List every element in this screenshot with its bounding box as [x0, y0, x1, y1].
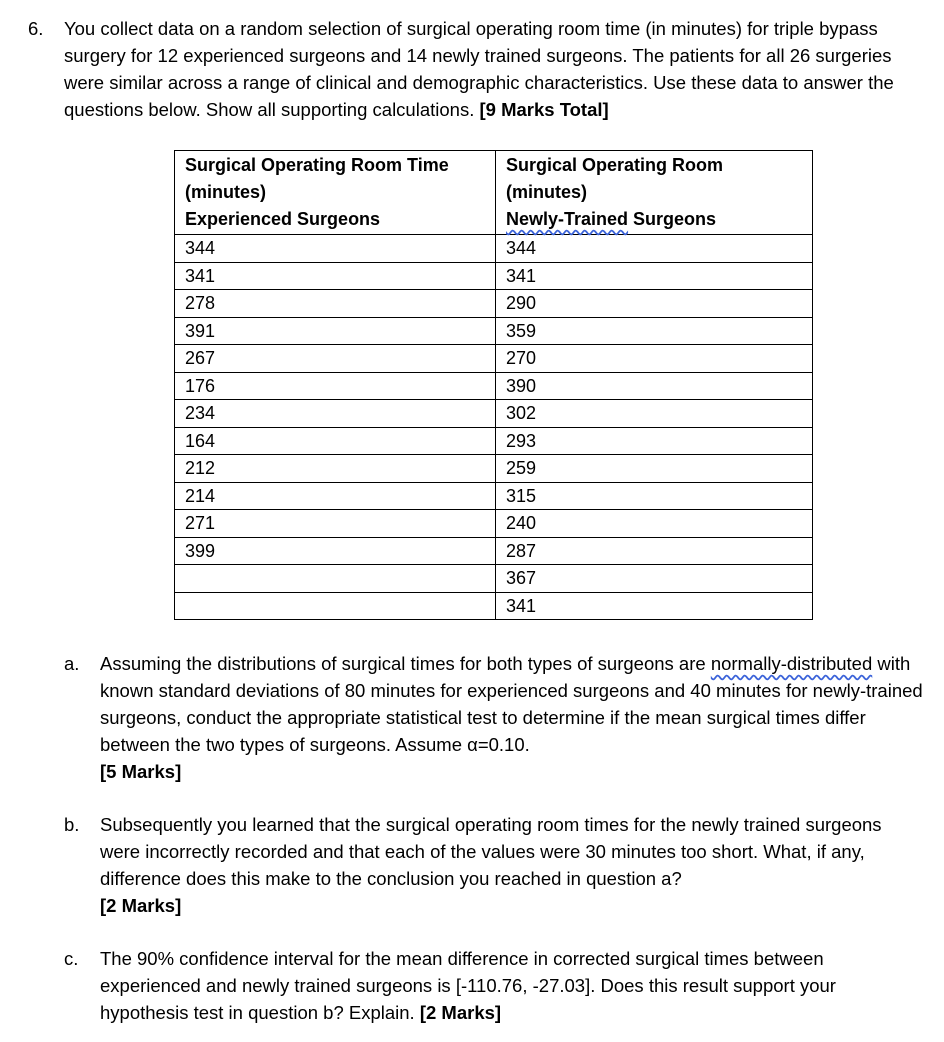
cell-experienced	[175, 565, 496, 593]
table-row	[175, 372, 813, 400]
cell-experienced: 164	[175, 427, 496, 455]
cell-experienced: 271	[175, 510, 496, 538]
cell-experienced: 234	[175, 400, 496, 428]
table-row	[175, 482, 813, 510]
cell-experienced: 214	[175, 482, 496, 510]
cell-newly-trained: 390	[496, 372, 813, 400]
part-b-letter: b.	[64, 814, 80, 835]
header-experienced-line2: (minutes)	[185, 182, 266, 202]
cell-newly-trained: 341	[496, 262, 813, 290]
table-row	[175, 262, 813, 290]
cell-newly-trained: 290	[496, 290, 813, 318]
cell-newly-trained: 287	[496, 537, 813, 565]
cell-experienced: 391	[175, 317, 496, 345]
table-row	[175, 317, 813, 345]
table-row	[175, 427, 813, 455]
header-newly-trained-suffix: Surgeons	[628, 209, 717, 229]
table-row	[175, 345, 813, 373]
header-newly-trained-line2: (minutes)	[506, 182, 587, 202]
header-newly-trained	[496, 151, 813, 235]
cell-experienced: 267	[175, 345, 496, 373]
part-a-marks: [5 Marks]	[100, 761, 182, 782]
part-a-letter: a.	[64, 653, 80, 674]
cell-experienced: 341	[175, 262, 496, 290]
table-row	[175, 290, 813, 318]
cell-newly-trained: 344	[496, 235, 813, 263]
cell-experienced	[175, 592, 496, 620]
header-experienced-line3: Experienced Surgeons	[185, 209, 381, 229]
cell-newly-trained: 359	[496, 317, 813, 345]
cell-newly-trained: 240	[496, 510, 813, 538]
table-row	[175, 565, 813, 593]
cell-newly-trained: 302	[496, 400, 813, 428]
part-a-text	[100, 650, 926, 785]
table-row	[175, 537, 813, 565]
surgical-times-table	[174, 150, 813, 620]
cell-newly-trained: 293	[496, 427, 813, 455]
part-c-marks: [2 Marks]	[419, 1002, 502, 1023]
question-marks: [9 Marks Total]	[479, 99, 609, 120]
part-c-letter: c.	[64, 948, 79, 969]
table-row	[175, 592, 813, 620]
table-row	[175, 510, 813, 538]
part-c-text	[100, 945, 926, 1026]
spelling-flag-newly-trained: Newly-Trained	[506, 209, 629, 229]
header-experienced	[175, 151, 496, 235]
question-number: 6.	[28, 18, 44, 39]
table-body	[175, 235, 813, 620]
table-row	[175, 235, 813, 263]
part-b-body: Subsequently you learned that the surgical operating room times for the newly trained surgeons were incorrectly recorded and that each of the values were 30 minutes too short. What, if any, difference does this make to the conclusion you reached in question a?	[100, 814, 882, 889]
table-row	[175, 400, 813, 428]
cell-newly-trained: 315	[496, 482, 813, 510]
cell-experienced: 399	[175, 537, 496, 565]
question-text	[64, 15, 928, 123]
cell-experienced: 344	[175, 235, 496, 263]
cell-experienced: 176	[175, 372, 496, 400]
part-a-text-before: Assuming the distributions of surgical times for both types of surgeons are	[100, 653, 711, 674]
header-newly-trained-line3	[506, 206, 802, 233]
table-row	[175, 455, 813, 483]
cell-newly-trained: 341	[496, 592, 813, 620]
question-body: You collect data on a random selection of surgical operating room time (in minutes) for triple bypass surgery for 12 experienced surgeons and 14 newly trained surgeons. The patients for all 26 surgeries were similar across a range of clinical and demographic characteristics. Use these data to answer the questions below. Show all supporting calculations.	[64, 18, 894, 120]
cell-newly-trained: 270	[496, 345, 813, 373]
table-header-row	[175, 151, 813, 235]
part-a-text-after: with known standard deviations of 80 minutes for experienced surgeons and 40 minutes for newly-trained surgeons, conduct the appropriate statistical test to determine if the mean surgical times differ between the two types of surgeons. Assume α=0.10.	[100, 653, 923, 755]
cell-experienced: 278	[175, 290, 496, 318]
header-newly-trained-line1: Surgical Operating Room	[506, 155, 724, 175]
spelling-flag-normally-distributed: normally-distributed	[710, 653, 873, 674]
cell-newly-trained: 367	[496, 565, 813, 593]
cell-experienced: 212	[175, 455, 496, 483]
part-b-text	[100, 811, 926, 919]
part-b-marks: [2 Marks]	[100, 895, 182, 916]
header-experienced-line1: Surgical Operating Room Time	[185, 155, 449, 175]
part-c-body: The 90% confidence interval for the mean difference in corrected surgical times between experienced and newly trained surgeons is [-110.76, -27.03]. Does this result support your hypothesis test in question b? Explain.	[100, 948, 836, 1023]
cell-newly-trained: 259	[496, 455, 813, 483]
